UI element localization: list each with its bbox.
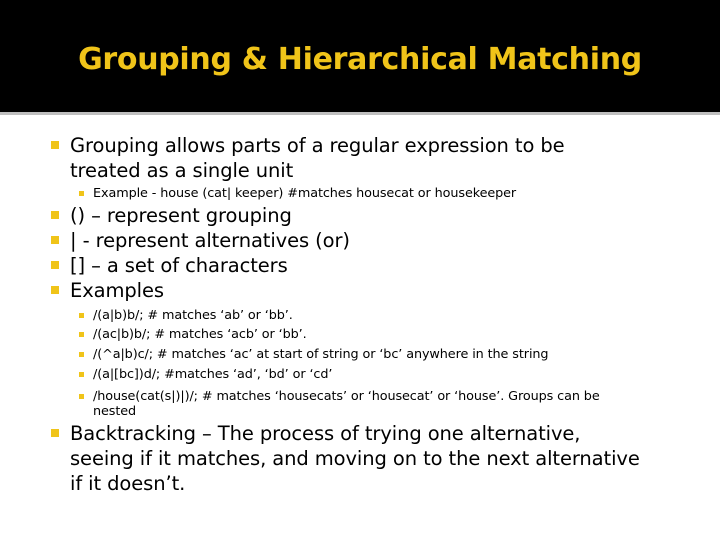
bullet-square-icon — [79, 313, 84, 318]
bullet-square-icon — [51, 236, 59, 244]
sub-bullet-example-1 — [93, 309, 293, 323]
bullet-text: Grouping allows parts of a regular expression to be — [70, 134, 565, 157]
sub-bullet-example — [93, 187, 516, 201]
bullet-backtracking-continuation-1 — [70, 446, 640, 471]
bullet-text: () – represent grouping — [70, 204, 292, 227]
bullet-square-icon — [51, 286, 59, 294]
bullet-square-icon — [79, 332, 84, 337]
sub-bullet-example-4 — [93, 368, 332, 382]
bullet-square-icon — [51, 141, 59, 149]
bullet-backtracking — [70, 421, 580, 446]
bullet-square-icon — [51, 211, 59, 219]
bullet-brackets — [70, 253, 288, 278]
bullet-square-icon — [51, 429, 59, 437]
bullet-text: | - represent alternatives (or) — [70, 229, 350, 252]
title-divider — [0, 112, 720, 115]
bullet-text: /house(cat(s|)|)/; # matches ‘housecats’ or ‘housecat’ or ‘house’. Groups can be — [93, 389, 600, 404]
bullet-square-icon — [79, 191, 84, 196]
sub-bullet-example-2 — [93, 328, 307, 342]
bullet-text: /(^a|b)c/; # matches ‘ac’ at start of string or ‘bc’ anywhere in the string — [93, 347, 549, 362]
sub-bullet-example-5 — [93, 390, 600, 404]
bullet-examples — [70, 278, 164, 303]
bullet-text: if it doesn’t. — [70, 472, 186, 495]
bullet-backtracking-continuation-2 — [70, 471, 185, 496]
bullet-text: /(ac|b)b/; # matches ‘acb’ or ‘bb’. — [93, 327, 307, 342]
bullet-square-icon — [79, 352, 84, 357]
bullet-text: /(a|b)b/; # matches ‘ab’ or ‘bb’. — [93, 308, 293, 323]
bullet-square-icon — [79, 394, 84, 399]
bullet-text: /(a|[bc])d/; #matches ‘ad’, ‘bd’ or ‘cd’ — [93, 367, 333, 382]
bullet-text: Example - house (cat| keeper) #matches housecat or housekeeper — [93, 186, 517, 201]
bullet-text: [] – a set of characters — [70, 254, 288, 277]
bullet-parens — [70, 203, 292, 228]
bullet-text: seeing if it matches, and moving on to the next alternative — [70, 447, 640, 470]
bullet-text: Backtracking – The process of trying one alternative, — [70, 422, 581, 445]
bullet-text: Examples — [70, 279, 164, 302]
bullet-pipe — [70, 228, 350, 253]
bullet-text: nested — [93, 404, 137, 419]
bullet-text: treated as a single unit — [70, 159, 294, 182]
sub-bullet-example-5-continuation — [93, 405, 136, 419]
bullet-square-icon — [79, 372, 84, 377]
bullet-grouping-continuation — [70, 158, 293, 183]
bullet-grouping — [70, 133, 565, 158]
bullet-square-icon — [51, 261, 59, 269]
slide-title: Grouping & Hierarchical Matching — [78, 42, 642, 77]
sub-bullet-example-3 — [93, 348, 548, 362]
